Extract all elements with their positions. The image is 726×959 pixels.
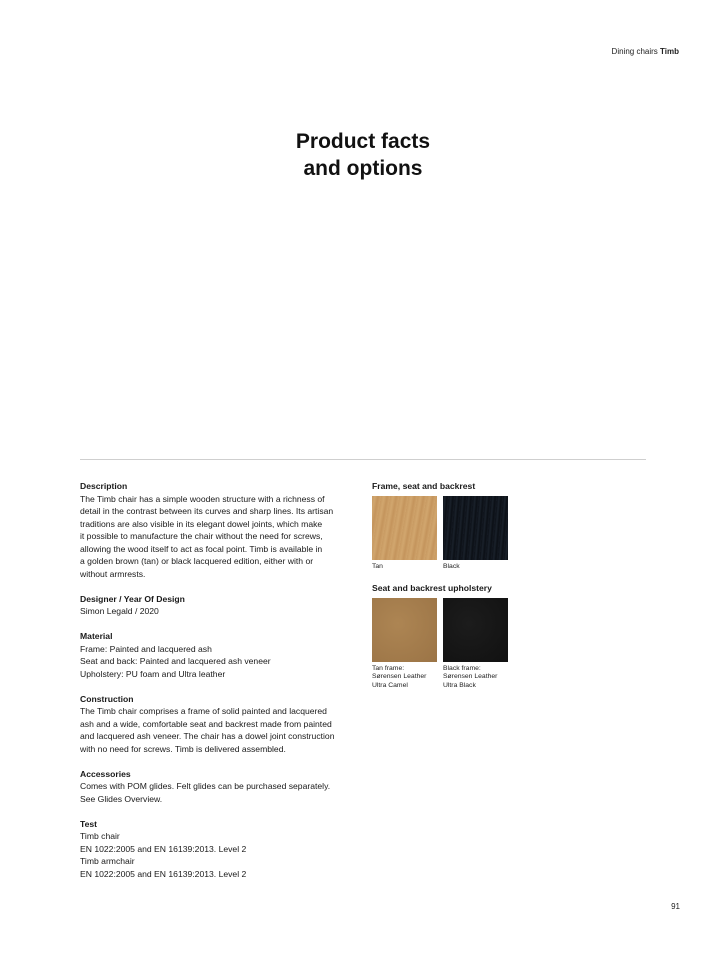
description-text [80, 493, 360, 581]
page-title-line-2: and options [303, 157, 423, 180]
header-category: Dining chairs [611, 47, 658, 56]
text-line: detail in the contrast between its curves and sharp lines. Its artisan [80, 506, 334, 516]
construction-heading: Construction [80, 693, 134, 704]
caption-line: Tan [372, 563, 383, 570]
description-heading: Description [80, 481, 128, 491]
options-column [372, 480, 652, 690]
upholstery-swatch-list [372, 598, 652, 691]
header-product: Timb [660, 47, 679, 56]
text-line: without armrests. [80, 568, 146, 579]
text-line: allowing the wood itself to act as focal point. Timb is available in [80, 543, 323, 554]
upholstery-options-group [372, 582, 652, 691]
frame-swatch-list [372, 496, 652, 572]
swatch-caption [372, 563, 437, 572]
text-line: ash and a wide, comfortable seat and backrest made from painted [80, 718, 332, 729]
camel-leather-swatch-image [372, 598, 437, 662]
swatch-tan-frame [372, 496, 437, 572]
text-line: See Glides Overview. [80, 793, 163, 804]
test-heading: Test [80, 818, 98, 829]
construction-section [80, 693, 360, 756]
product-facts-column [80, 480, 360, 893]
accessories-text [80, 780, 360, 805]
swatch-caption [372, 665, 437, 691]
text-line: The Timb chair comprises a frame of solid painted and lacquered [80, 706, 327, 716]
frame-options-group [372, 480, 652, 572]
caption-line: Black frame: [443, 664, 481, 672]
black-leather-swatch-image [443, 598, 508, 662]
swatch-black-frame [443, 496, 508, 572]
caption-line: Sørensen Leather [443, 673, 498, 680]
text-line: EN 1022:2005 and EN 16139:2013. Level 2 [80, 868, 247, 879]
text-line: The Timb chair has a simple wooden structure with a richness of [80, 493, 325, 504]
text-line: Seat and back: Painted and lacquered ash veneer [80, 656, 271, 666]
black-wood-swatch-image [443, 496, 508, 560]
test-text [80, 830, 360, 880]
text-line: a golden brown (tan) or black lacquered edition, either with or [80, 556, 314, 566]
accessories-heading: Accessories [80, 768, 131, 779]
caption-line: Ultra Black [443, 681, 476, 689]
caption-line: Tan frame: [372, 664, 405, 672]
material-heading: Material [80, 631, 113, 641]
text-line: Frame: Painted and lacquered ash [80, 643, 212, 654]
designer-text [80, 605, 360, 618]
text-line: and lacquered ash veneer. The chair has a dowel joint construction [80, 731, 335, 741]
tan-wood-swatch-image [372, 496, 437, 560]
description-section [80, 480, 360, 580]
caption-line: Ultra Camel [372, 681, 408, 689]
text-line: with no need for screws. Timb is delivered assembled. [80, 743, 286, 754]
section-divider [80, 459, 646, 460]
material-section [80, 630, 360, 680]
swatch-caption [443, 665, 508, 691]
test-section [80, 818, 360, 881]
text-line: Upholstery: PU foam and Ultra leather [80, 668, 226, 679]
page-title [0, 128, 726, 182]
text-line: it possible to manufacture the chair without the need for screws, [80, 531, 323, 541]
running-header [612, 47, 679, 56]
text-line: Timb chair [80, 831, 120, 841]
designer-section [80, 593, 360, 618]
page-number: 91 [671, 902, 680, 911]
accessories-section [80, 768, 360, 806]
designer-heading: Designer / Year Of Design [80, 593, 185, 604]
swatch-caption [443, 563, 508, 572]
material-text [80, 643, 360, 681]
page-title-line-1: Product facts [295, 130, 431, 153]
text-line: Comes with POM glides. Felt glides can be purchased separately. [80, 781, 331, 791]
text-line: EN 1022:2005 and EN 16139:2013. Level 2 [80, 843, 247, 854]
text-line: Simon Legald / 2020 [80, 606, 159, 616]
text-line: Timb armchair [80, 856, 135, 866]
upholstery-options-heading: Seat and backrest upholstery [372, 582, 492, 593]
swatch-ultra-camel [372, 598, 437, 691]
swatch-ultra-black [443, 598, 508, 691]
caption-line: Sørensen Leather [372, 673, 427, 680]
text-line: traditions are also visible in its elegant dowel joints, which make [80, 518, 323, 529]
frame-options-heading: Frame, seat and backrest [372, 481, 476, 491]
caption-line: Black [443, 563, 460, 570]
construction-text [80, 705, 360, 755]
